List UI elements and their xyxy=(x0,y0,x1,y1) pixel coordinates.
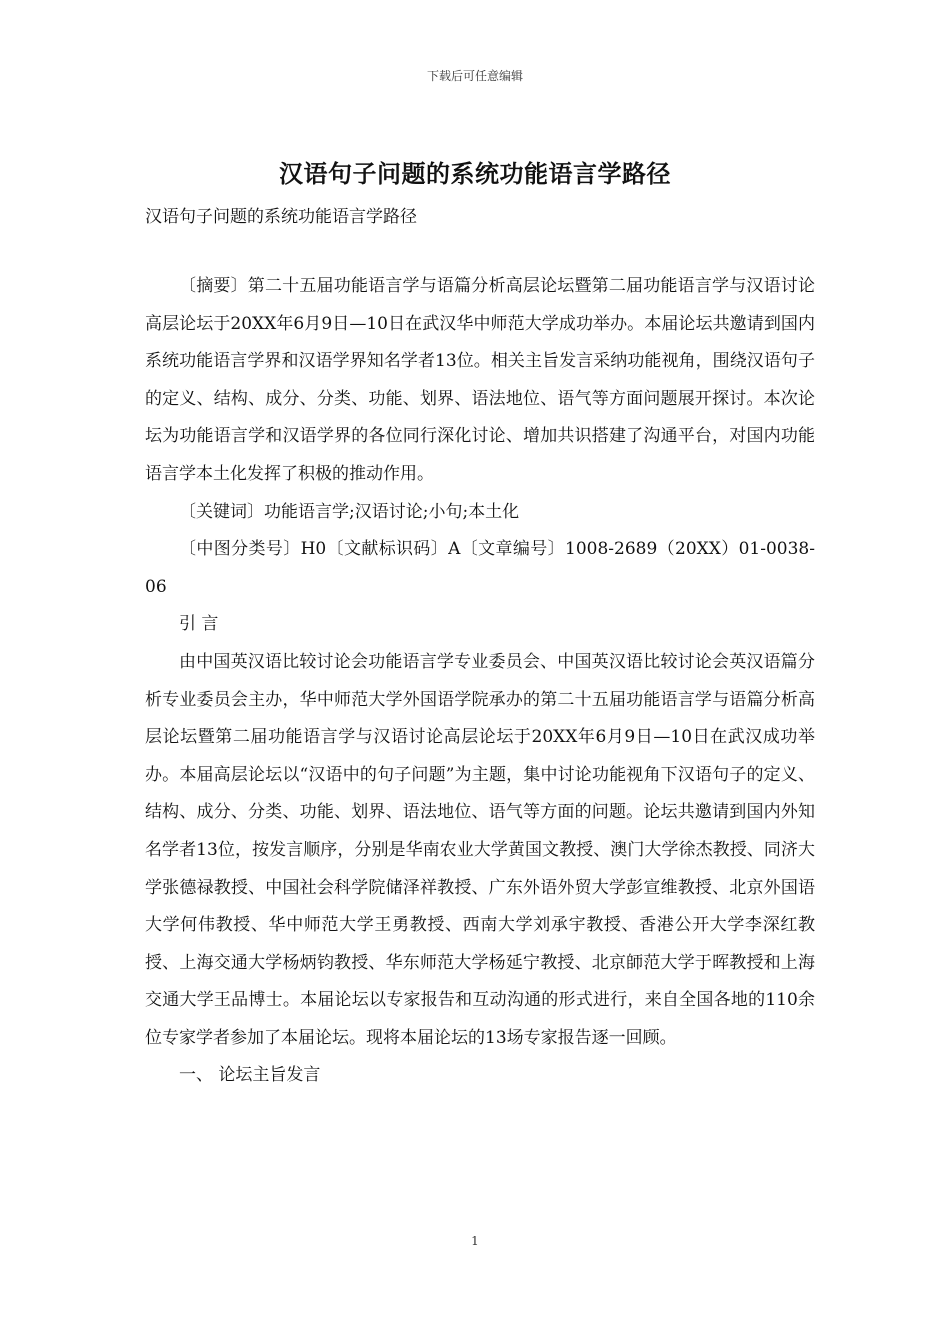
intro-paragraph: 由中国英汉语比较讨论会功能语言学专业委员会、中国英汉语比较讨论会英汉语篇分析专业委员会主办，华中师范大学外国语学院承办的第二十五届功能语言学与语篇分析高层论坛暨第二届功能语言学与汉语讨论高层论坛于20XX年6月9日—10日在武汉成功举办。本届高层论坛以“汉语中的句子问题”为主题，集中讨论功能视角下汉语句子的定义、结构、成分、分类、功能、划界、语法地位、语气等方面的问题。论坛共邀请到国内外知名学者13位，按发言顺序，分别是华南农业大学黄国文教授、澳门大学徐杰教授、同济大学张德禄教授、中国社会科学院储泽祥教授、广东外语外贸大学彭宣维教授、北京外国语大学何伟教授、华中师范大学王勇教授、西南大学刘承宇教授、香港公开大学李深红教授、上海交通大学杨炳钧教授、华东师范大学杨延宁教授、北京師范大学于晖教授和上海交通大学王品博士。本届论坛以专家报告和互动沟通的形式进行，来自全国各地的110余位专家学者参加了本届论坛。现将本届论坛的13场专家报告逐一回顾。 xyxy=(145,651,815,1048)
section-one-heading: 一、 论坛主旨发言 xyxy=(179,1065,321,1086)
document-body xyxy=(145,268,815,1095)
document-title: 汉语句子问题的系统功能语言学路径 xyxy=(279,159,671,188)
abstract-paragraph: 〔摘要〕第二十五届功能语言学与语篇分析高层论坛暨第二届功能语言学与汉语讨论高层论坛于20XX年6月9日—10日在武汉华中师范大学成功举办。本届论坛共邀请到国内系统功能语言学界和汉语学界知名学者13位。相关主旨发言采纳功能视角，围绕汉语句子的定义、结构、成分、分类、功能、划界、语法地位、语气等方面问题展开探讨。本次论坛为功能语言学和汉语学界的各位同行深化讨论、增加共识搭建了沟通平台，对国内功能语言学本土化发挥了积极的推动作用。 xyxy=(145,276,815,484)
intro-heading: 引 言 xyxy=(179,614,219,635)
keywords-line: 〔关键词〕功能语言学;汉语讨论;小句;本土化 xyxy=(179,501,520,522)
page-header: 下载后可任意编辑 xyxy=(426,69,523,83)
document-subtitle: 汉语句子问题的系统功能语言学路径 xyxy=(145,207,417,227)
page-number: 1 xyxy=(471,1234,479,1248)
classification-line: 〔中图分类号〕H0〔文献标识码〕A〔文章编号〕1008-2689（20XX）01-0038-06 xyxy=(145,539,815,597)
